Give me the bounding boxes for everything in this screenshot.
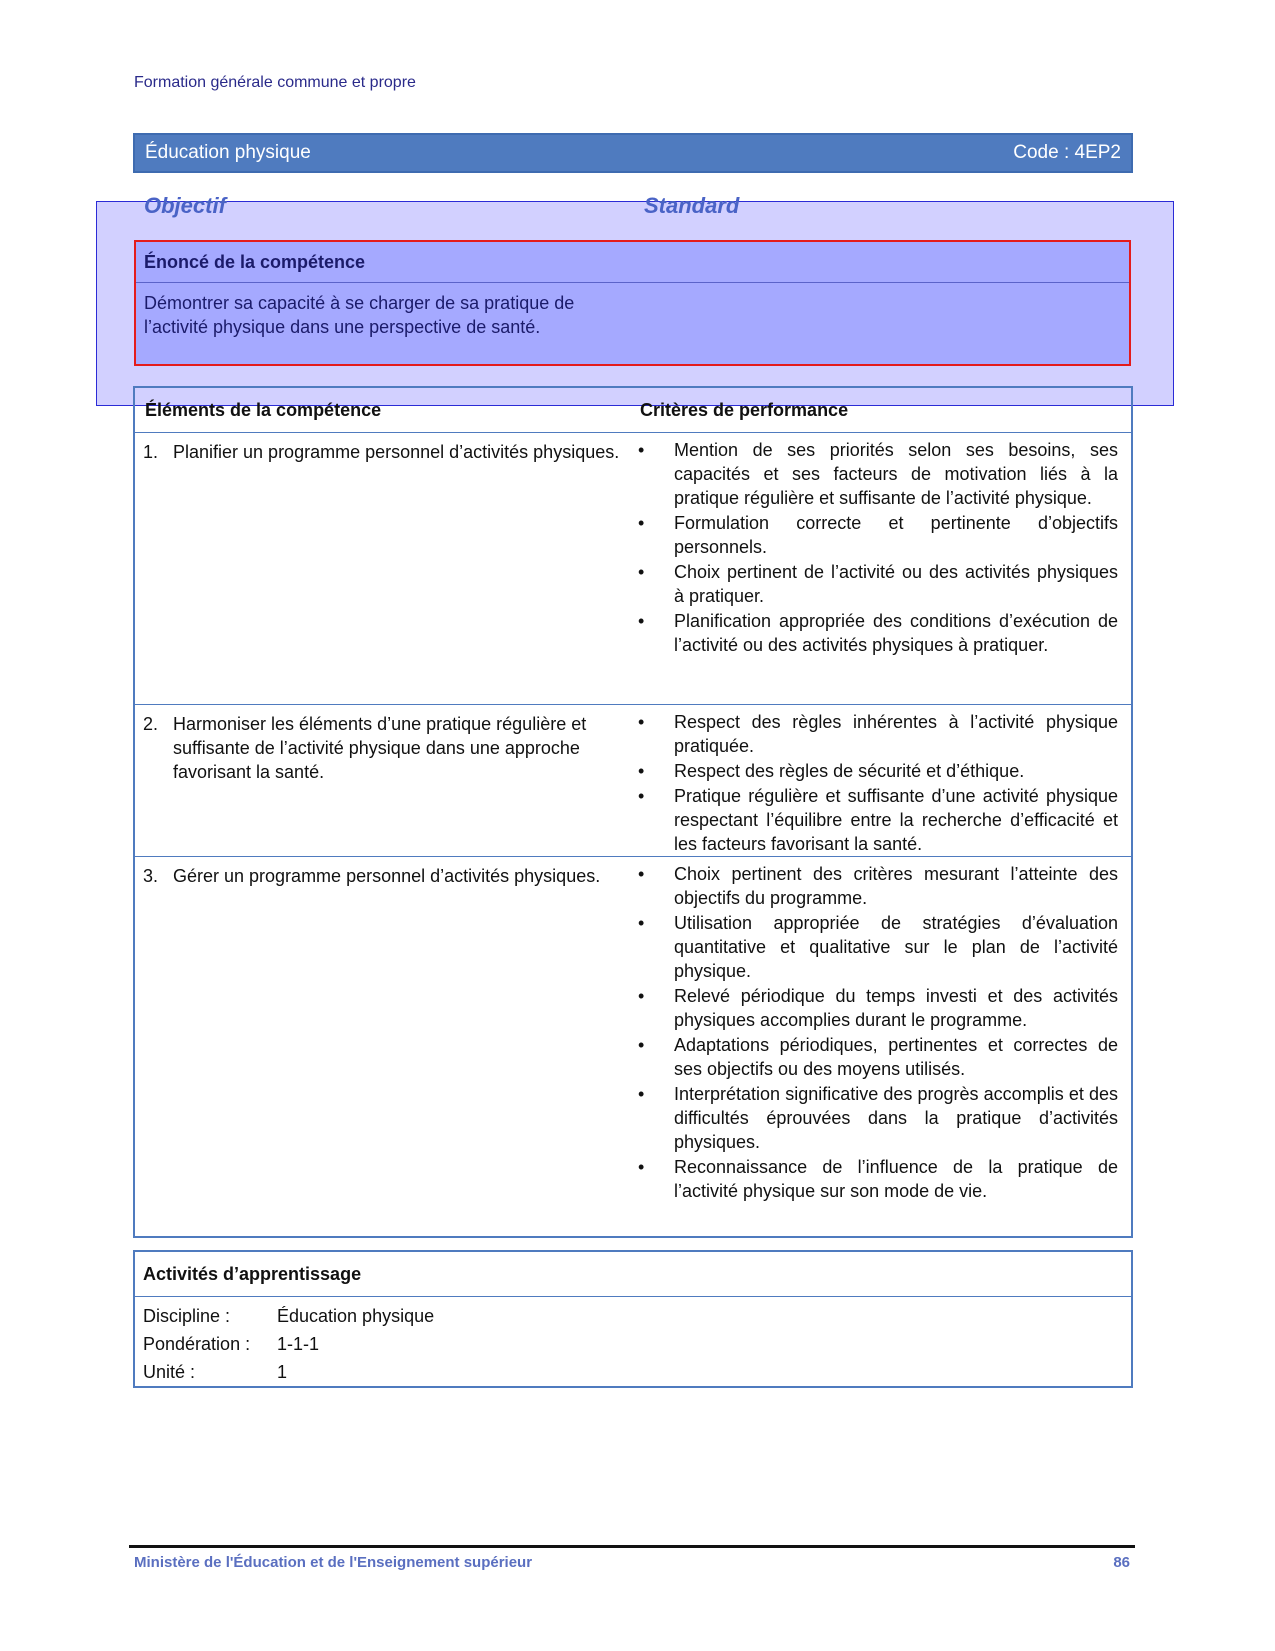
statement-heading: Énoncé de la compétence <box>136 242 1129 283</box>
criterion-item: • Interprétation significative des progrès accomplis et des difficultés éprouvées dans la pratique d’activités physiques. <box>638 1084 1118 1152</box>
weighting-line <box>143 1334 319 1355</box>
element-text: Harmoniser les éléments d’une pratique régulière et suffisante de l’activité physique dans une approche favorisant la santé. <box>173 714 587 782</box>
criterion-item: • Respect des règles de sécurité et d’éthique. <box>638 761 1025 781</box>
bullet-icon: • <box>638 712 645 732</box>
criterion-item: • Relevé périodique du temps investi et des activités physiques accomplies durant le programme. <box>638 986 1118 1030</box>
footer-ministry: Ministère de l'Éducation et de l'Enseignement supérieur <box>134 1554 533 1571</box>
element-item <box>143 864 623 888</box>
weighting-value: 1-1-1 <box>277 1334 320 1354</box>
bullet-icon: • <box>638 1035 645 1055</box>
bullet-icon: • <box>638 562 645 582</box>
element-text: Gérer un programme personnel d’activités physiques. <box>173 866 601 886</box>
table-row <box>135 432 1131 705</box>
table-header <box>135 388 1131 433</box>
unit-value: 1 <box>277 1362 288 1382</box>
element-number: 2. <box>143 714 159 734</box>
criterion-item: • Respect des règles inhérentes à l’activité physique pratiquée. <box>638 712 1118 756</box>
element-item <box>143 440 623 464</box>
table-row <box>135 704 1131 857</box>
table-row <box>135 856 1131 1236</box>
criterion-item: • Choix pertinent des critères mesurant l’atteinte des objectifs du programme. <box>638 864 1118 908</box>
bullet-icon: • <box>638 986 645 1006</box>
unit-line <box>143 1362 287 1383</box>
criterion-item: • Formulation correcte et pertinente d’objectifs personnels. <box>638 513 1118 557</box>
criterion-item: • Utilisation appropriée de stratégies d’évaluation quantitative et qualitative sur le plan de l’activité physique. <box>638 913 1118 981</box>
page-number: 86 <box>1113 1554 1130 1571</box>
criteria-list <box>638 710 1118 857</box>
course-subject: Éducation physique <box>145 142 311 163</box>
bullet-icon: • <box>638 786 645 806</box>
objective-label: Objectif <box>144 193 226 218</box>
bullet-icon: • <box>638 1084 645 1104</box>
learning-activities-box <box>133 1250 1133 1388</box>
element-number: 1. <box>143 442 159 462</box>
bullet-icon: • <box>638 913 645 933</box>
criterion-item: • Planification appropriée des conditions d’exécution de l’activité ou des activités physiques à pratiquer. <box>638 611 1118 655</box>
running-header: Formation générale commune et propre <box>134 74 416 91</box>
activities-heading: Activités d’apprentissage <box>135 1252 1131 1297</box>
bullet-icon: • <box>638 1157 645 1177</box>
discipline-line <box>143 1306 434 1327</box>
standard-label: Standard <box>644 193 740 218</box>
discipline-value: Éducation physique <box>277 1306 435 1326</box>
criteria-list <box>638 862 1118 1204</box>
criteria-header: Critères de performance <box>640 400 849 420</box>
elements-header: Éléments de la compétence <box>145 400 382 420</box>
criterion-item: • Mention de ses priorités selon ses besoins, ses capacités et ses facteurs de motivation liés à la pratique régulière et suffisante de l’activité physique. <box>638 440 1118 508</box>
bullet-icon: • <box>638 440 645 460</box>
criteria-list <box>638 438 1118 658</box>
bullet-icon: • <box>638 864 645 884</box>
unit-label: Unité : <box>143 1362 196 1382</box>
page-footer <box>134 1554 1130 1571</box>
criterion-item: • Adaptations périodiques, pertinentes et correctes de ses objectifs ou des moyens utilisés. <box>638 1035 1118 1079</box>
criterion-item: • Choix pertinent de l’activité ou des activités physiques à pratiquer. <box>638 562 1118 606</box>
criterion-item: • Reconnaissance de l’influence de la pratique de l’activité physique sur son mode de vie. <box>638 1157 1118 1201</box>
course-code: Code : 4EP2 <box>1013 142 1121 163</box>
weighting-label: Pondération : <box>143 1334 251 1354</box>
competence-table <box>133 386 1133 1238</box>
element-item <box>143 712 623 784</box>
bullet-icon: • <box>638 611 645 631</box>
discipline-label: Discipline : <box>143 1306 231 1326</box>
statement-text: Démontrer sa capacité à se charger de sa pratique de l’activité physique dans une perspective de santé. <box>144 293 575 337</box>
competence-statement-box <box>134 240 1131 366</box>
footer-rule <box>129 1545 1135 1548</box>
element-text: Planifier un programme personnel d’activités physiques. <box>173 442 620 462</box>
bullet-icon: • <box>638 513 645 533</box>
course-title-bar <box>133 133 1133 173</box>
bullet-icon: • <box>638 761 645 781</box>
element-number: 3. <box>143 866 159 886</box>
criterion-item: • Pratique régulière et suffisante d’une activité physique respectant l’équilibre entre la recherche d’efficacité et les facteurs favorisant la santé. <box>638 786 1118 854</box>
